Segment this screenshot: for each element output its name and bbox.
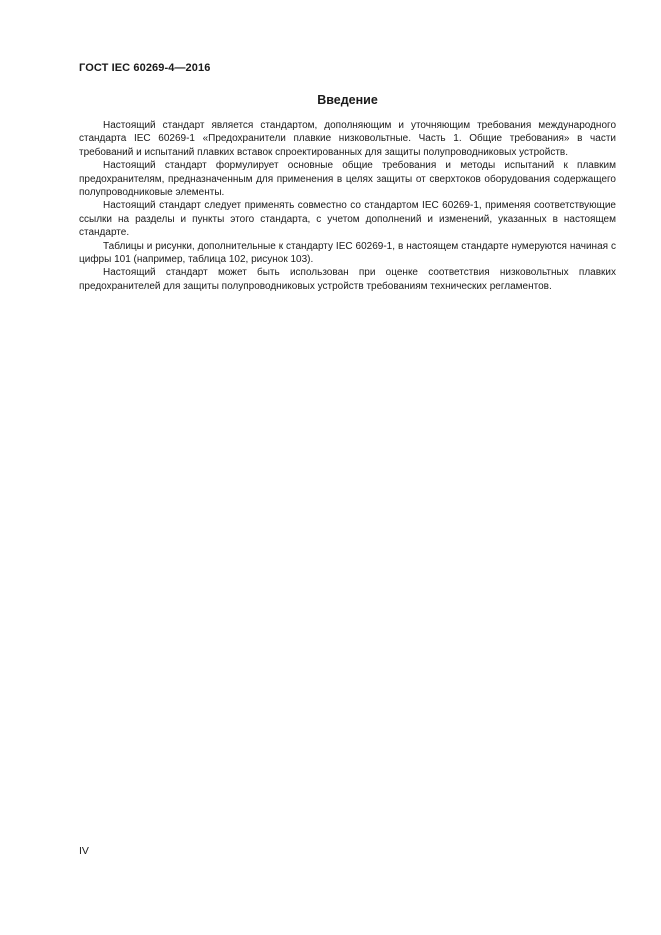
introduction-body — [79, 119, 616, 293]
section-title: Введение — [317, 93, 378, 107]
paragraph-5: Настоящий стандарт может быть использован при оценке соответствия низковольтных плавких предохранителей для защиты полупроводниковых устройств требованиям технических регламентов. — [79, 267, 616, 292]
paragraph-1: Настоящий стандарт является стандартом, дополняющим и уточняющим требования международного стандарта IEC 60269-1 «Предохранители плавкие низковольтные. Часть 1. Общие требования» в части требований и испытаний плавких вставок спроектированных для защиты полупроводниковых устройств. — [79, 120, 616, 158]
paragraph-4: Таблицы и рисунки, дополнительные к стандарту IEC 60269-1, в настоящем стандарте нумеруются начиная с цифры 101 (например, таблица 102, рисунок 103). — [79, 240, 616, 266]
page-number: IV — [79, 845, 89, 857]
paragraph-3: Настоящий стандарт следует применять совместно со стандартом IEC 60269-1, применяя соответствующие ссылки на разделы и пункты этого стандарта, с учетом дополнений и изменений, указанных в настоящем стандарте. — [79, 200, 616, 239]
document-header: ГОСТ IEC 60269-4—2016 — [79, 62, 211, 74]
paragraph-2: Настоящий стандарт формулирует основные общие требования и методы испытаний к плавким предохранителям, предназначенным для применения в целях защиты от сверхтоков оборудования содержащего полупроводниковые элементы. — [79, 160, 616, 199]
